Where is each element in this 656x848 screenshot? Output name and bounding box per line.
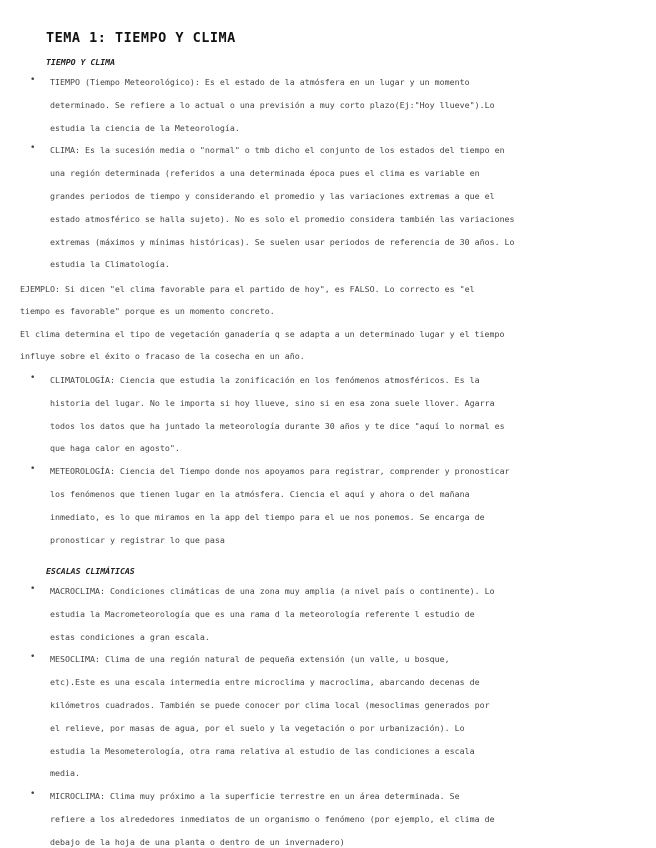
list-item-line: kilómetros cuadrados. También se puede conocer por clima local (mesoclimas generados por <box>50 700 490 710</box>
bullet-icon: • <box>30 652 36 663</box>
paragraph-line: El clima determina el tipo de vegetación ganadería q se adapta a un determinado lugar y el tiempo <box>20 329 505 339</box>
list-item-line: pronosticar y registrar lo que pasa <box>50 534 225 545</box>
section-heading-escalas: ESCALAS CLIMÁTICAS <box>46 566 135 576</box>
bullet-icon: • <box>30 789 36 800</box>
list-item-line: inmediato, es lo que miramos en la app del tiempo para el ue nos ponemos. Se encarga de <box>50 511 485 522</box>
list-item-line: determinado. Se refiere a lo actual o una previsión a muy corto plazo(Ej:"Hoy llueve").Lo <box>50 99 495 110</box>
list-item-line: MESOCLIMA: Clima de una región natural de pequeña extensión (un valle, u bosque, <box>50 654 450 665</box>
bullet-icon: • <box>30 143 36 154</box>
list-item-line: extremas (máximos y mínimas históricas). Se suelen usar periodos de referencia de 30 años. Lo <box>50 236 515 247</box>
list-item-line: etc).Este es una escala intermedia entre microclima y macroclima, abarcando decenas de <box>50 677 480 688</box>
list-item-line: una región determinada (referidos a una determinada época pues el clima es variable en <box>50 168 480 179</box>
list-item-line: MACROCLIMA: Condiciones climáticas de una zona muy amplia (a nivel país o continente). Lo <box>50 586 495 596</box>
bullet-icon: • <box>30 373 36 383</box>
list-item-line: TIEMPO (Tiempo Meteorológico): Es el estado de la atmósfera en un lugar y un momento <box>50 77 470 87</box>
bullet-icon: • <box>30 584 36 594</box>
paragraph-line: influye sobre el éxito o fracaso de la cosecha en un año. <box>20 351 305 361</box>
list-item-line: CLIMATOLOGÍA: Ciencia que estudia la zonificación en los fenómenos atmosféricos. Es la <box>50 375 480 385</box>
list-item-line: debajo de la hoja de una planta o dentro de un invernadero) <box>50 836 345 847</box>
list-item-line: estudia la Mesometerología, otra rama relativa al estudio de las condiciones a escala <box>50 745 475 756</box>
list-item-line: estas condiciones a gran escala. <box>50 631 210 642</box>
list-item-line: que haga calor en agosto". <box>50 443 180 454</box>
paragraph-line: EJEMPLO: Si dicen "el clima favorable para el partido de hoy", es FALSO. Lo correcto es "el <box>20 284 475 294</box>
bullet-icon: • <box>30 75 36 85</box>
list-item-line: METEOROLOGÍA: Ciencia del Tiempo donde nos apoyamos para registrar, comprender y pronosticar <box>50 466 510 477</box>
list-item-line: estudia la Climatología. <box>50 259 170 270</box>
list-item-line: grandes periodos de tiempo y considerando el promedio y las variaciones extremas a que el <box>50 191 495 201</box>
list-item-line: estudia la ciencia de la Meteorología. <box>50 122 240 133</box>
list-item-line: refiere a los alrededores inmediatos de un organismo o fenómeno (por ejemplo, el clima de <box>50 814 495 824</box>
paragraph-line: tiempo es favorable" porque es un momento concreto. <box>20 306 275 316</box>
bullet-icon: • <box>30 464 36 475</box>
list-item-line: MICROCLIMA: Clima muy próximo a la superficie terrestre en un área determinada. Se <box>50 791 460 802</box>
list-item-line: estudia la Macrometeorología que es una rama d la meteorología referente l estudio de <box>50 608 475 619</box>
list-item-line: todos los datos que ha juntado la meteorología durante 30 años y te dice "aquí lo normal es <box>50 420 505 431</box>
list-item-line: CLIMA: Es la sucesión media o "normal" o tmb dicho el conjunto de los estados del tiempo en <box>50 145 505 156</box>
list-item-line: los fenómenos que tienen lugar en la atmósfera. Ciencia el aquí y ahora o del mañana <box>50 489 470 499</box>
list-item-line: media. <box>50 768 80 779</box>
list-item-line: estado atmosférico se halla sujeto). No es solo el promedio considera también las variaciones <box>50 213 515 224</box>
list-item-line: el relieve, por masas de agua, por el suelo y la vegetación o por urbanización). Lo <box>50 722 465 733</box>
page-title: TEMA 1: TIEMPO Y CLIMA <box>46 30 236 46</box>
section-heading-tiempo-clima: TIEMPO Y CLIMA <box>46 57 116 67</box>
list-item-line: historia del lugar. No le importa si hoy llueve, sino si en esa zona suele llover. Agarra <box>50 397 495 408</box>
